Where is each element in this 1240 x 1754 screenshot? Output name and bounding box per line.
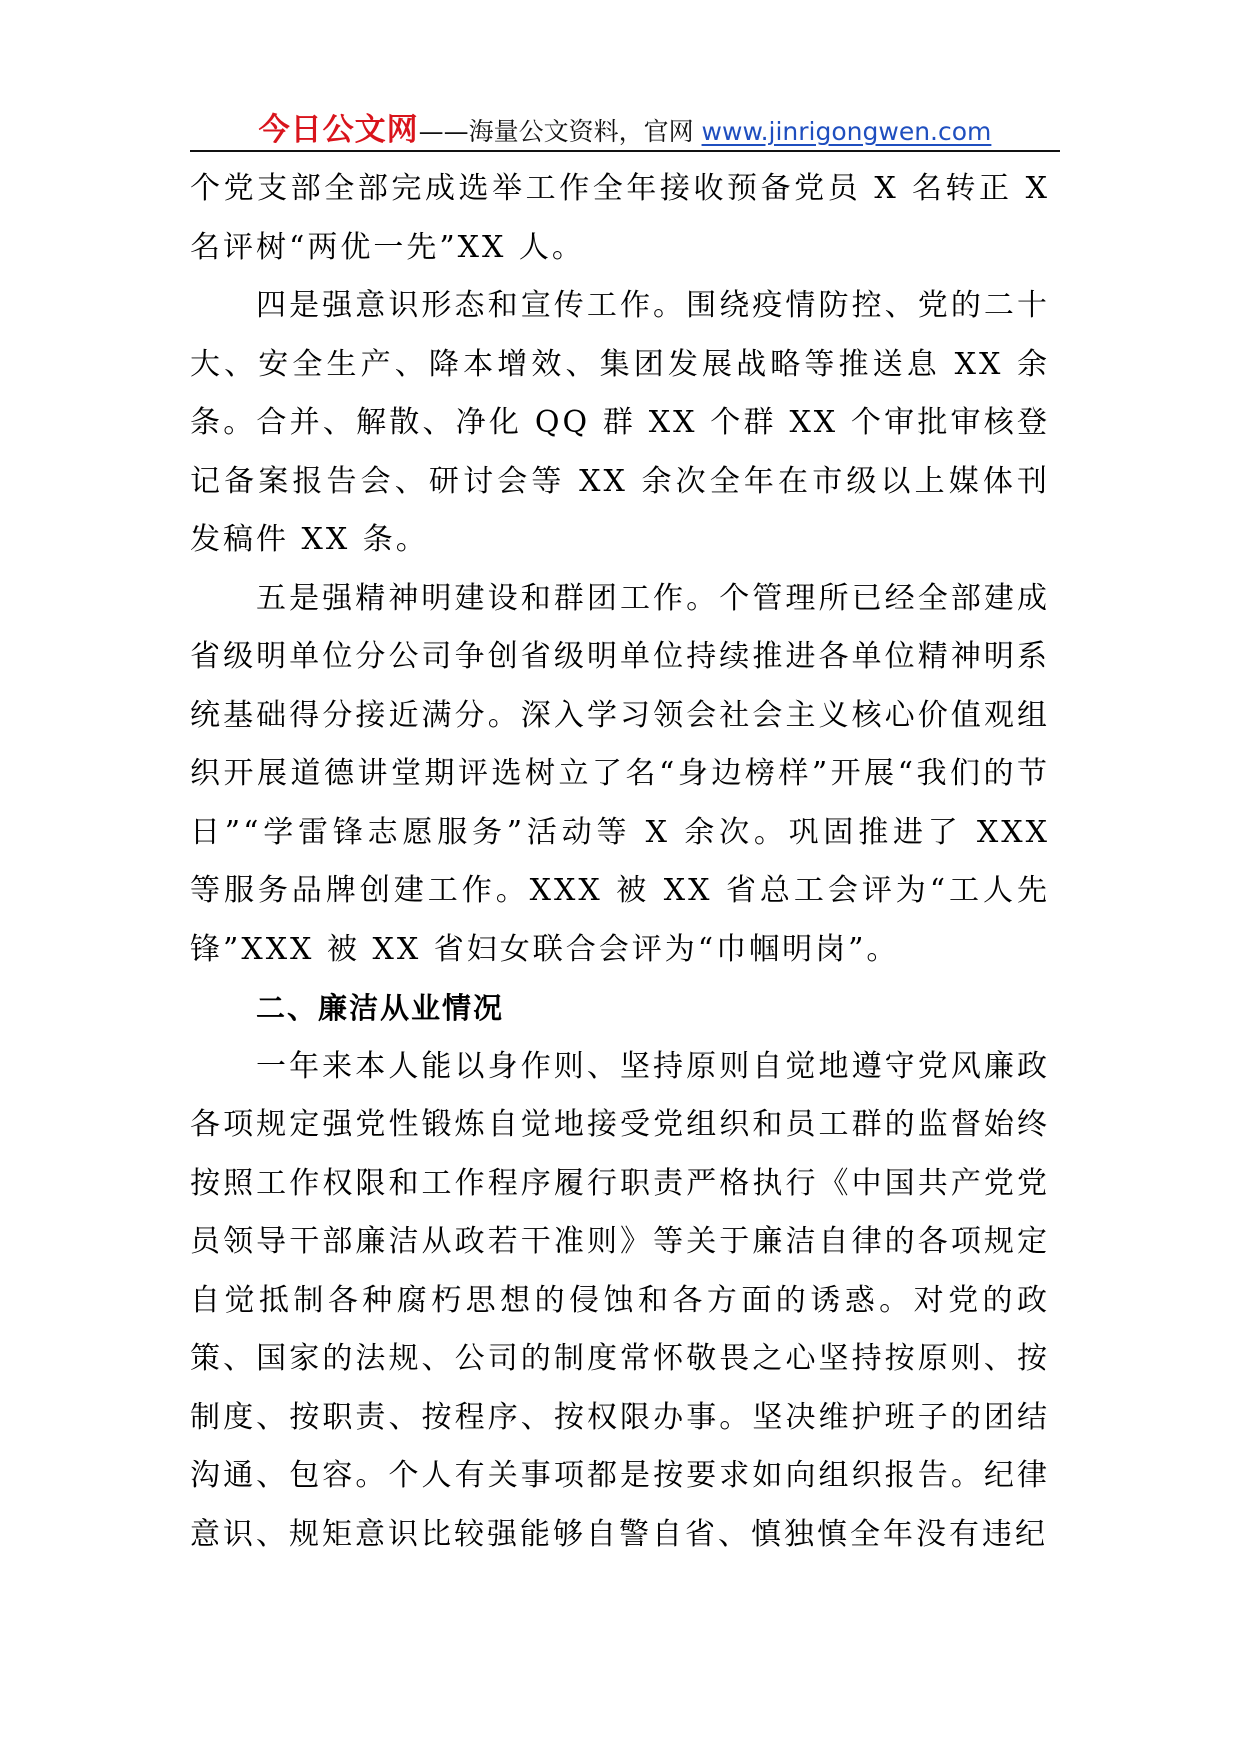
page-header	[190, 104, 1060, 148]
header-divider	[190, 150, 1060, 152]
header-description: 海量公文资料，官网	[468, 117, 702, 146]
paragraph-ideology-publicity: 四是强意识形态和宣传工作。围绕疫情防控、党的二十大、安全生产、降本增效、集团发展战略等推送息 XX 余条。合并、解散、净化 QQ 群 XX 个群 XX 个审批审核登记备案报告会、研讨会等 XX 余次全年在市级以上媒体刊发稿件 XX 条。	[190, 288, 1050, 557]
section-heading-integrity: 二、廉洁从业情况	[256, 991, 505, 1025]
header-separator: ——	[418, 117, 469, 146]
paragraph-spiritual-civilization: 五是强精神明建设和群团工作。个管理所已经全部建成省级明单位分公司争创省级明单位持续推进各单位精神明系统基础得分接近满分。深入学习领会社会主义核心价值观组织开展道德讲堂期评选树立了名“身边榜样”开展“我们的节日”“学雷锋志愿服务”活动等 X 余次。巩固推进了 XXX 等服务品牌创建工作。XXX 被 XX 省总工会评为“工人先锋”XXX 被 XX 省妇女联合会评为“巾帼明岗”。	[190, 580, 1050, 967]
document-body	[190, 160, 1050, 1564]
paragraph-integrity: 一年来本人能以身作则、坚持原则自觉地遵守党风廉政各项规定强党性锻炼自觉地接受党组织和员工群的监督始终按照工作权限和工作程序履行职责严格执行《中国共产党党员领导干部廉洁从政若干准则》等关于廉洁自律的各项规定自觉抵制各种腐朽思想的侵蚀和各方面的诱惑。对党的政策、国家的法规、公司的制度常怀敬畏之心坚持按原则、按制度、按职责、按程序、按权限办事。坚决维护班子的团结沟通、包容。个人有关事项都是按要求如向组织报告。纪律意识、规矩意识比较强能够自警自省、慎独慎全年没有违纪	[190, 1048, 1050, 1552]
paragraph-continued: 个党支部全部完成选举工作全年接收预备党员 X 名转正 X 名评树“两优一先”XX 人。	[190, 171, 1050, 265]
site-url-link[interactable]: www.jinrigongwen.com	[701, 117, 992, 146]
site-brand: 今日公文网	[258, 112, 419, 148]
